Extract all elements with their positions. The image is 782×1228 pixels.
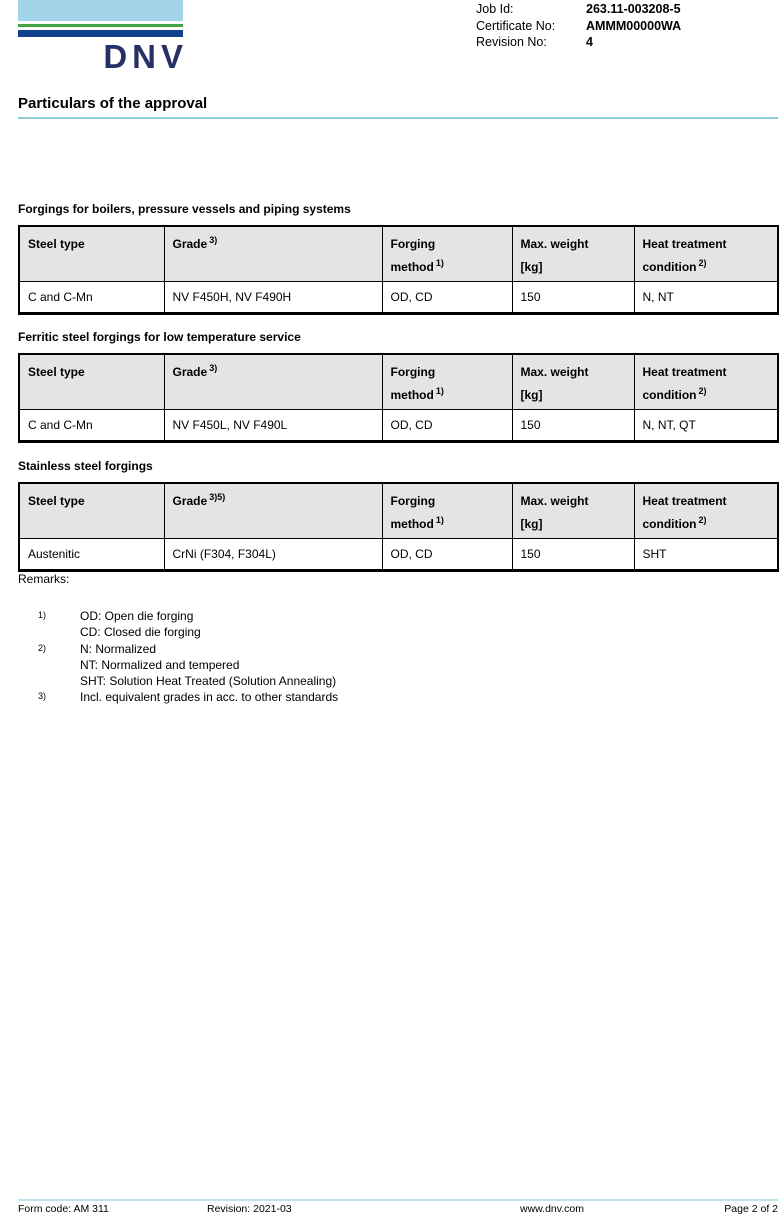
section-ferritic-low-temp <box>18 330 779 443</box>
footnote-line: NT: Normalized and tempered <box>80 657 240 672</box>
footer-website: www.dnv.com <box>520 1203 584 1215</box>
header-row <box>19 354 778 410</box>
column-header-forging-method: Forging method $^{1)}$ <box>382 483 512 539</box>
table-row <box>19 410 778 442</box>
footer-page-number: Page 2 of 2 <box>724 1203 778 1215</box>
forgings-boilers-table <box>18 225 779 315</box>
column-header-grade: Grade $^{3)}$ <box>164 354 382 410</box>
column-header-steel-type: Steel type <box>19 483 164 539</box>
footnote-marker: 2) <box>38 642 47 653</box>
column-header-grade: Grade $^{3)5)}$ <box>164 483 382 539</box>
cell-max-weight: 150 <box>512 282 634 314</box>
footnote-lines <box>80 689 338 705</box>
footnote-line: OD: Open die forging <box>80 609 194 623</box>
logo-blue-band <box>18 30 183 37</box>
stainless-steel-table <box>18 482 779 572</box>
cell-steel-type: Austenitic <box>19 539 164 571</box>
footnote-2 <box>18 641 338 690</box>
cell-heat-treatment: N, NT, QT <box>634 410 778 442</box>
column-header-forging-method: Forging method $^{1)}$ <box>382 354 512 410</box>
column-header-max-weight: Max. weight [kg] <box>512 354 634 410</box>
header-row <box>19 226 778 282</box>
cell-grade: CrNi (F304, F304L) <box>164 539 382 571</box>
dnv-logo <box>18 0 188 75</box>
certificate-no-label: Certificate No: <box>476 18 556 33</box>
table-title: Stainless steel forgings <box>18 459 153 473</box>
footer-rule <box>18 1199 778 1201</box>
cell-steel-type: C and C-Mn <box>19 410 164 442</box>
ferritic-low-temp-table <box>18 353 779 443</box>
certificate-no-row <box>476 18 681 35</box>
cell-heat-treatment: SHT <box>634 539 778 571</box>
header-meta <box>476 1 681 51</box>
logo-green-band <box>18 24 183 27</box>
footer-revision: Revision: 2021-03 <box>207 1203 292 1215</box>
revision-no-row <box>476 34 681 51</box>
column-header-heat-treatment: Heat treatment condition $^{2)}$ <box>634 226 778 282</box>
column-header-forging-method: Forging method $^{1)}$ <box>382 226 512 282</box>
column-header-grade: Grade $^{3)}$ <box>164 226 382 282</box>
footnote-line: Incl. equivalent grades in acc. to other standards <box>80 690 339 705</box>
logo-sky-band <box>18 0 183 21</box>
footnote-3 <box>18 689 338 705</box>
revision-no-value: 4 <box>586 35 593 49</box>
cell-steel-type: C and C-Mn <box>19 282 164 314</box>
revision-no-label: Revision No: <box>476 35 547 49</box>
table-row <box>19 282 778 314</box>
column-header-max-weight: Max. weight [kg] <box>512 226 634 282</box>
cell-forging-method: OD, CD <box>382 539 512 571</box>
section-stainless-steel <box>18 459 779 572</box>
header-row <box>19 483 778 539</box>
cell-max-weight: 150 <box>512 410 634 442</box>
column-header-steel-type: Steel type <box>19 226 164 282</box>
job-id-label: Job Id: <box>476 2 514 16</box>
job-id-value: 263.11-003208-5 <box>586 2 681 16</box>
table-row <box>19 539 778 571</box>
cell-grade: NV F450H, NV F490H <box>164 282 382 314</box>
footnote-line: SHT: Solution Heat Treated (Solution Annealing) <box>80 674 337 689</box>
footnote-lines <box>80 641 336 690</box>
logo-wordmark: DNV <box>103 38 188 75</box>
column-header-steel-type: Steel type <box>19 354 164 410</box>
footnote-1 <box>18 608 338 641</box>
footnote-lines <box>80 608 201 641</box>
cell-grade: NV F450L, NV F490L <box>164 410 382 442</box>
cell-max-weight: 150 <box>512 539 634 571</box>
table-title: Ferritic steel forgings for low temperature service <box>18 330 301 344</box>
column-header-heat-treatment: Heat treatment condition $^{2)}$ <box>634 354 778 410</box>
footnote-marker: 3) <box>38 691 47 702</box>
footer-form-code: Form code: AM 311 <box>18 1203 109 1215</box>
footnote-line: N: Normalized <box>80 641 157 656</box>
page-title: Particulars of the approval <box>18 95 208 112</box>
footnote-marker: 1) <box>38 610 47 620</box>
title-rule <box>18 117 778 119</box>
remarks-section <box>18 572 338 706</box>
cell-forging-method: OD, CD <box>382 410 512 442</box>
column-header-max-weight: Max. weight [kg] <box>512 483 634 539</box>
remarks-title: Remarks: <box>18 572 70 586</box>
cell-heat-treatment: N, NT <box>634 282 778 314</box>
cell-forging-method: OD, CD <box>382 282 512 314</box>
certificate-no-value: AMMM00000WA <box>586 18 682 33</box>
table-title: Forgings for boilers, pressure vessels and piping systems <box>18 202 351 216</box>
section-forgings-boilers <box>18 202 779 315</box>
footnote-line: CD: Closed die forging <box>80 625 201 640</box>
column-header-heat-treatment: Heat treatment condition $^{2)}$ <box>634 483 778 539</box>
job-id-row <box>476 1 681 18</box>
